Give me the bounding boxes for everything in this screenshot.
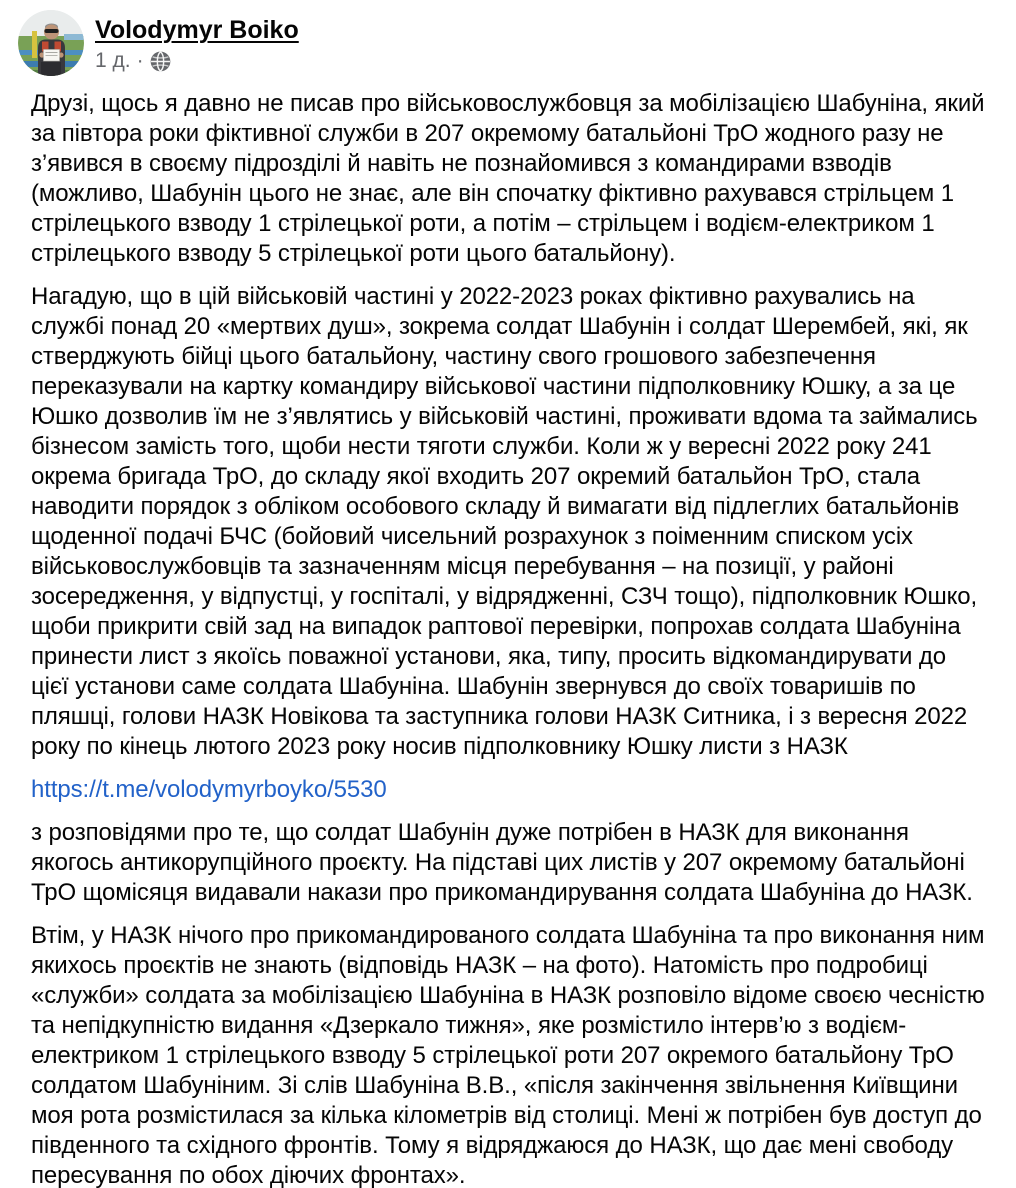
telegram-link[interactable]: https://t.me/volodymyrboyko/5530 <box>31 776 387 803</box>
post-paragraph-2: Нагадую, що в цій військовій частині у 2022-2023 роках фіктивно рахувались на службі понад 20 «мертвих душ», зокрема солдат Шабунін і солдат Шерембей, які, як стверджують бійці цього батальйону, частину свого грошового забезпечення переказували на картку командиру військової частини підполковнику Юшку, а за це Юшко дозволив їм не з’являтись у військовій частині, проживати вдома та займались бізнесом замість того, щоби нести тяготи служби. Коли ж у вересні 2022 року 241 окрема бригада ТрО, до складу якої входить 207 окремий батальйон ТрО, стала наводити порядок з обліком особового складу й вимагати від підлеглих батальйонів щоденної подачі БЧС (бойовий чисельний розрахунок з поіменним списком усіх військовослужбовців та зазначенням місця перебування – на позиції, у районі зосередження, у відпустці, у госпіталі, у відрядженні, СЗЧ тощо), підполковник Юшко, щоби прикрити свій зад на випадок раптової перевірки, попрохав солдата Шабуніна принести лист з якоїсь поважної установи, яка, типу, просить відкомандирувати до цієї установи саме солдата Шабуніна. Шабунін звернувся до своїх товаришів по пляшці, голови НАЗК Новікова та заступника голови НАЗК Ситника, і з вересня 2022 року по кінець лютого 2023 року носив підполковнику Юшку листи з НАЗК <box>31 283 985 760</box>
post-link-paragraph <box>31 775 986 805</box>
post-body <box>31 89 992 1188</box>
post-meta <box>95 48 299 74</box>
globe-icon <box>150 51 171 72</box>
post-paragraph-3: з розповідями про те, що солдат Шабунін дуже потрібен в НАЗК для виконання якогось антикорупційного проєкту. На підставі цих листів у 207 окремому батальйоні ТрО щомісяця видавали накази про прикомандирування солдата Шабуніна до НАЗК. <box>31 819 973 906</box>
post-paragraph-1: Друзі, щось я давно не писав про військовослужбовця за мобілізацією Шабуніна, який за півтора роки фіктивної служби в 207 окремому батальйоні ТрО жодного разу не з’явився в своєму підрозділі й навіть не познайомився з командирами взводів (можливо, Шабунін цього не знає, але він спочатку фіктивно рахувався стрільцем 1 стрілецького взводу 1 стрілецької роти, а потім – стрільцем і водієм-електриком 1 стрілецького взводу 5 стрілецької роти цього батальйону). <box>31 90 992 267</box>
avatar-photo <box>18 10 84 76</box>
avatar[interactable] <box>18 10 84 76</box>
post-header-text <box>95 10 299 74</box>
author-name-link[interactable]: Volodymyr Boiko <box>95 16 299 44</box>
meta-separator: · <box>136 49 144 72</box>
timestamp[interactable]: 1 д. <box>95 49 131 72</box>
post-header <box>18 10 986 76</box>
post-paragraph-4: Втім, у НАЗК нічого про прикомандированого солдата Шабуніна та про виконання ним якихось проєктів не знають (відповідь НАЗК – на фото). Натомість про подробиці «служби» солдата за мобілізацією Шабуніна в НАЗК розповіло відоме своєю чесністю та непідкупністю видання «Дзеркало тижня», яке розмістило інтерв’ю з водієм-електриком 1 стрілецького взводу 5 стрілецької роти 207 окремого батальйону ТрО солдатом Шабуніним. Зі слів Шабуніна В.В., «після закінчення звільнення Київщини моя рота розмістилася за кілька кілометрів від столиці. Мені ж потрібен був доступ до південного та східного фронтів. Тому я відряджаюся до НАЗК, що дає мені свободу пересування по обох діючих фронтах». <box>31 922 992 1188</box>
